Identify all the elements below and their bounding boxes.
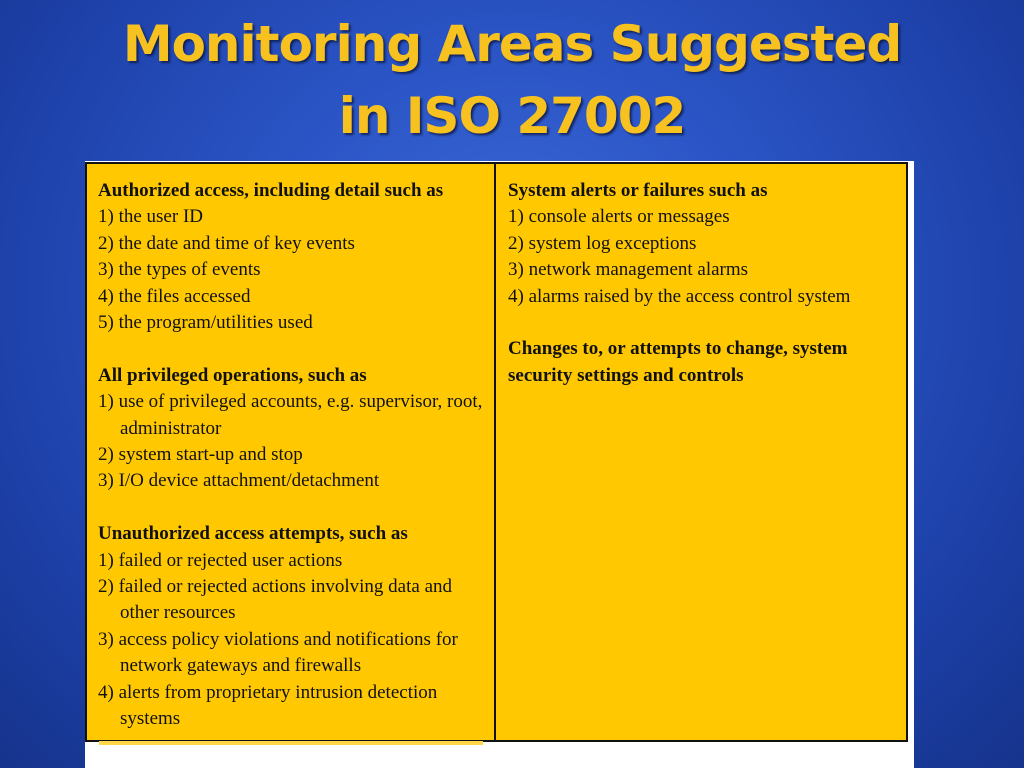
list-item: 5) the program/utilities used <box>98 312 313 334</box>
section-authorized-access <box>98 178 484 336</box>
section-heading: Authorized access, including detail such as <box>98 180 444 201</box>
list-item: 4) alarms raised by the access control system <box>508 285 851 307</box>
slide-title-line-2: in ISO 27002 <box>338 87 686 145</box>
list-item: 2) system start-up and stop <box>98 444 303 466</box>
list-item: 1) failed or rejected user actions <box>98 549 343 571</box>
right-column <box>496 164 906 740</box>
section-system-alerts <box>508 178 896 310</box>
left-column <box>87 164 496 740</box>
monitoring-areas-table <box>85 162 908 742</box>
table-bottom-strip <box>99 741 483 745</box>
list-item: 2) failed or rejected actions involving data and other resources <box>98 576 453 624</box>
list-item: 4) alerts from proprietary intrusion detection systems <box>98 681 438 730</box>
list-item: 2) system log exceptions <box>508 232 697 254</box>
list-item: 2) the date and time of key events <box>98 232 355 254</box>
list-item: 3) I/O device attachment/detachment <box>98 470 380 492</box>
section-heading: All privileged operations, such as <box>98 364 367 386</box>
list-item: 3) access policy violations and notifications for network gateways and firewalls <box>98 628 458 677</box>
list-item: 1) the user ID <box>98 206 203 228</box>
slide-title-line-1: Monitoring Areas Suggested <box>122 15 902 73</box>
section-heading: Unauthorized access attempts, such as <box>98 523 408 545</box>
list-item: 4) the files accessed <box>98 285 251 307</box>
section-security-settings-changes <box>508 336 896 389</box>
list-item: 1) console alerts or messages <box>508 206 730 228</box>
list-item: 3) network management alarms <box>508 259 749 281</box>
section-heading: Changes to, or attempts to change, system security settings and controls <box>508 338 848 386</box>
section-unauthorized-access <box>98 521 484 732</box>
list-item: 3) the types of events <box>98 259 261 281</box>
section-privileged-operations <box>98 363 484 495</box>
list-item: 1) use of privileged accounts, e.g. supervisor, root, administrator <box>98 391 483 439</box>
section-heading: System alerts or failures such as <box>508 180 768 201</box>
slide-title <box>0 8 1024 152</box>
